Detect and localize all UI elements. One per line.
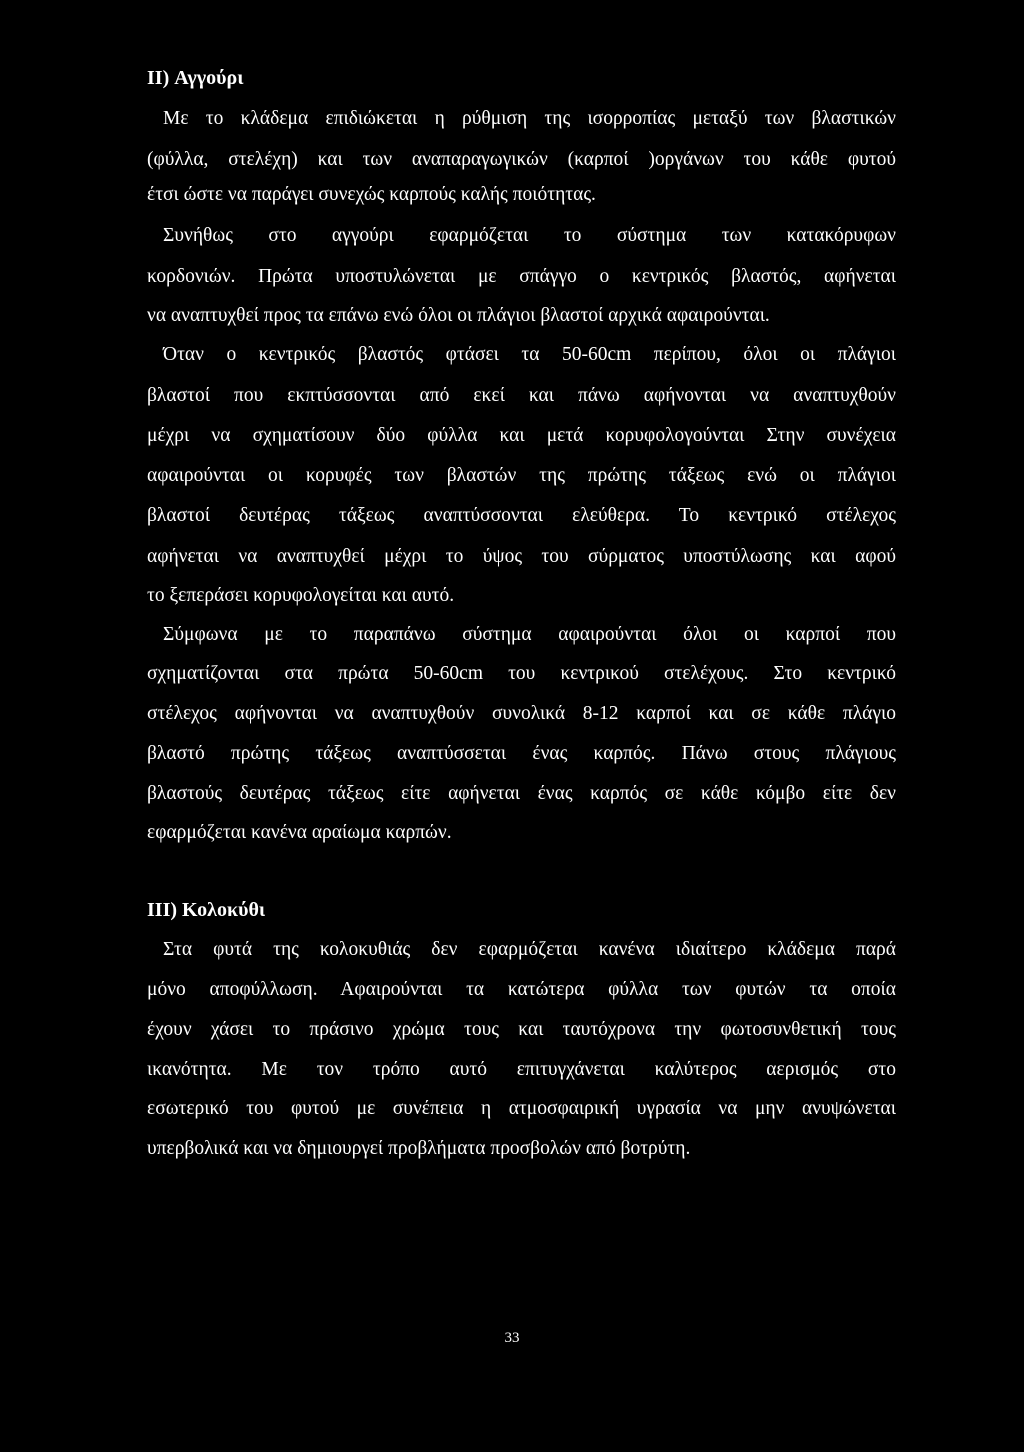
paragraph-line: έτσι ώστε να παράγει συνεχώς καρπούς καλής ποιότητας. xyxy=(147,184,596,205)
paragraph-line: Σύμφωνα με το παραπάνω σύστημα αφαιρούνται όλοι οι καρποί που xyxy=(163,624,896,645)
paragraph-line: (φύλλα, στελέχη) και των αναπαραγωγικών (καρποί )οργάνων του κάθε φυτού xyxy=(147,149,896,170)
paragraph-line: Συνήθως στο αγγούρι εφαρμόζεται το σύστημα των κατακόρυφων xyxy=(163,225,896,246)
paragraph-line: ικανότητα. Με τον τρόπο αυτό επιτυγχάνεται καλύτερος αερισμός στο xyxy=(147,1059,896,1080)
paragraph-line: εφαρμόζεται κανένα αραίωμα καρπών. xyxy=(147,822,452,843)
page-number: 33 xyxy=(504,1330,520,1346)
paragraph-line: Στα φυτά της κολοκυθιάς δεν εφαρμόζεται κανένα ιδιαίτερο κλάδεμα παρά xyxy=(163,939,896,960)
paragraph-line: βλαστούς δευτέρας τάξεως είτε αφήνεται ένας καρπός σε κάθε κόμβο είτε δεν xyxy=(147,783,896,804)
paragraph-line: βλαστοί που εκπτύσσονται από εκεί και πάνω αφήνονται να αναπτυχθούν xyxy=(147,385,896,406)
paragraph-line: να αναπτυχθεί προς τα επάνω ενώ όλοι οι πλάγιοι βλαστοί αρχικά αφαιρούνται. xyxy=(147,305,770,326)
paragraph-line: μόνο αποφύλλωση. Αφαιρούνται τα κατώτερα φύλλα των φυτών τα οποία xyxy=(147,979,896,1000)
paragraph-line: αφαιρούνται οι κορυφές των βλαστών της πρώτης τάξεως ενώ οι πλάγιοι xyxy=(147,465,896,486)
paragraph-line: Όταν ο κεντρικός βλαστός φτάσει τα 50-60cm περίπου, όλοι οι πλάγιοι xyxy=(163,344,896,365)
paragraph-line: σχηματίζονται στα πρώτα 50-60cm του κεντρικού στελέχους. Στο κεντρικό xyxy=(147,663,896,684)
paragraph-line: βλαστό πρώτης τάξεως αναπτύσσεται ένας καρπός. Πάνω στους πλάγιους xyxy=(147,743,896,764)
paragraph-line: υπερβολικά και να δημιουργεί προβλήματα προσβολών από βοτρύτη. xyxy=(147,1138,691,1159)
section-heading-cucumber: II) Αγγούρι xyxy=(147,67,244,89)
paragraph-line: βλαστοί δευτέρας τάξεως αναπτύσσονται ελεύθερα. Το κεντρικό στέλεχος xyxy=(147,505,896,526)
paragraph-line: στέλεχος αφήνονται να αναπτυχθούν συνολικά 8-12 καρποί και σε κάθε πλάγιο xyxy=(147,703,896,724)
paragraph-line: το ξεπεράσει κορυφολογείται και αυτό. xyxy=(147,585,455,606)
paragraph-line: μέχρι να σχηματίσουν δύο φύλλα και μετά κορυφολογούνται Στην συνέχεια xyxy=(147,425,896,446)
paragraph-line: κορδονιών. Πρώτα υποστυλώνεται με σπάγγο ο κεντρικός βλαστός, αφήνεται xyxy=(147,266,896,287)
paragraph-line: αφήνεται να αναπτυχθεί μέχρι το ύψος του σύρματος υποστύλωσης και αφού xyxy=(147,546,896,567)
section-heading-zucchini: III) Κολοκύθι xyxy=(147,899,266,921)
paragraph-line: εσωτερικό του φυτού με συνέπεια η ατμοσφαιρική υγρασία να μην ανυψώνεται xyxy=(147,1098,896,1119)
paragraph-line: Με το κλάδεμα επιδιώκεται η ρύθμιση της ισορροπίας μεταξύ των βλαστικών xyxy=(163,108,896,129)
paragraph-line: έχουν χάσει το πράσινο χρώμα τους και ταυτόχρονα την φωτοσυνθετική τους xyxy=(147,1019,896,1040)
